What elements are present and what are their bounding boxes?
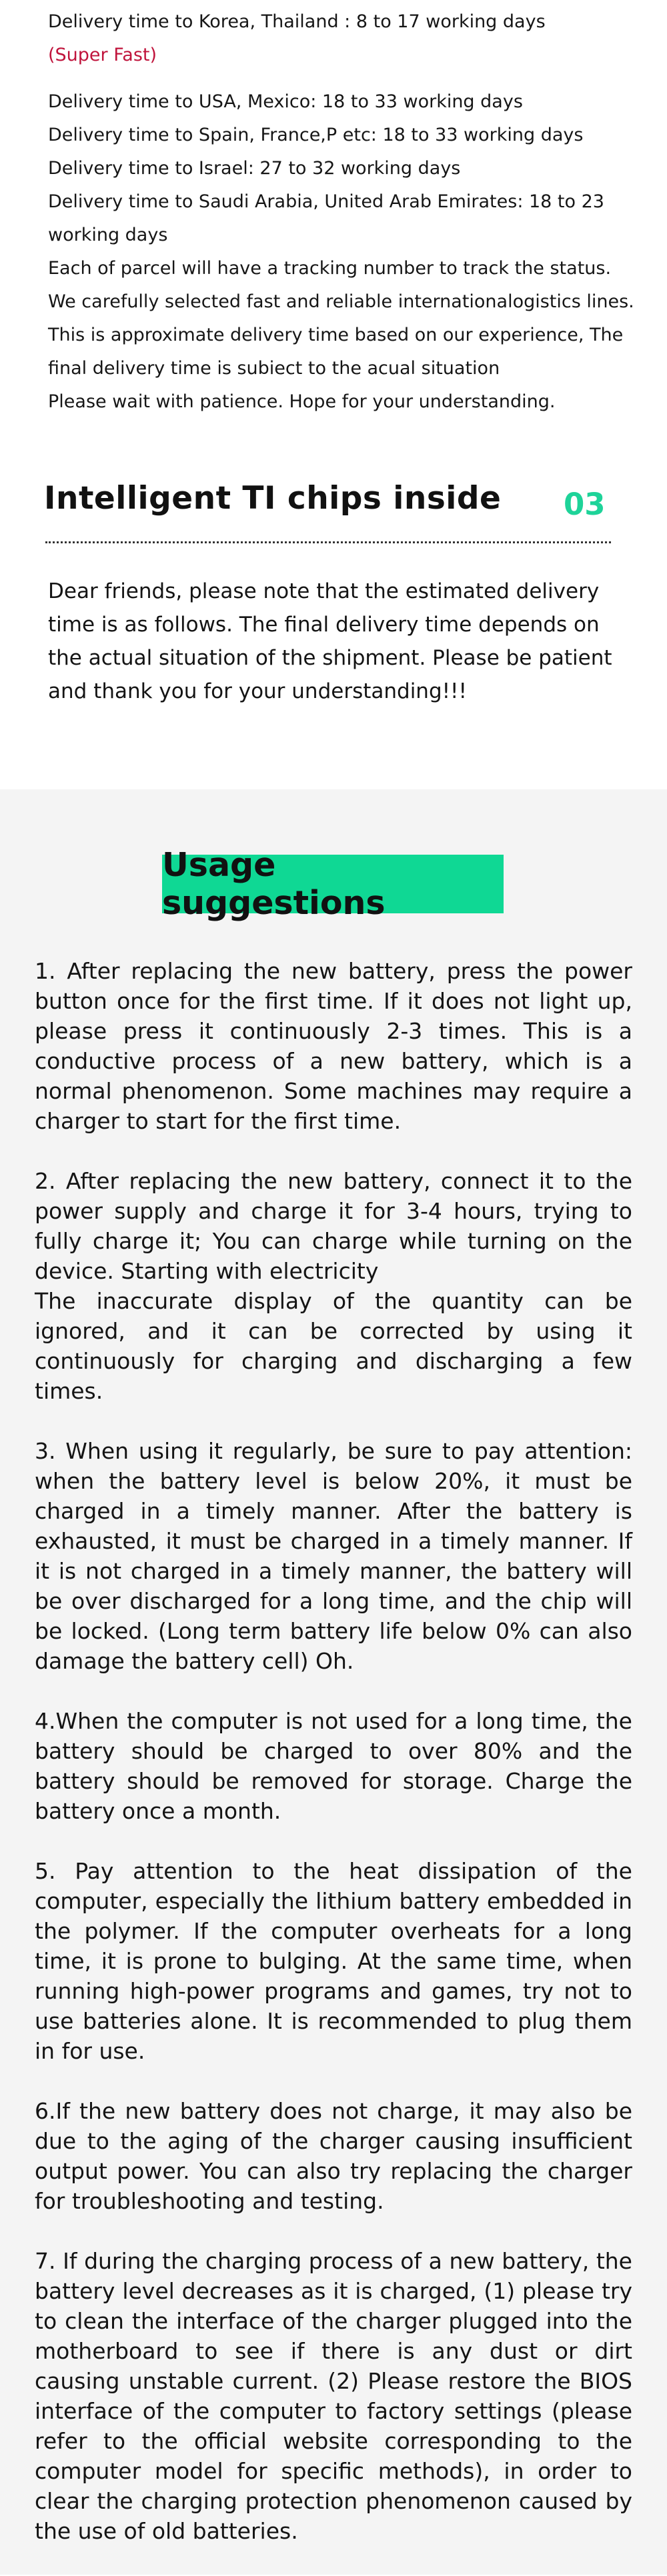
usage-heading-badge: [162, 846, 504, 922]
delivery-usa-mexico: Delivery time to USA, Mexico: 18 to 33 working days: [48, 91, 523, 112]
suggestions-list: [35, 956, 632, 2576]
suggestion-item-1: 1. After replacing the new battery, press the power button once for the first time. If it does not light up, please press it continuously 2-3 times. This is a conductive process of a new battery, which is a normal phenomenon. Some machines may require a charger to start for the first time.: [35, 958, 632, 1134]
delivery-israel: Delivery time to Israel: 27 to 32 working days: [48, 158, 461, 179]
suggestion-item-6: 6.If the new battery does not charge, it may also be due to the aging of the charger causing insufficient output power. You can also try replacing the charger for troubleshooting and testing.: [35, 2098, 632, 2214]
delivery-korea-thailand: Delivery time to Korea, Thailand : 8 to 17 working days: [48, 11, 546, 32]
delivery-notice-paragraph: Dear friends, please note that the estimated delivery time is as follows. The final delivery time depends on the actual situation of the shipment. Please be patient and thank you for your understanding!!!: [48, 579, 612, 703]
delivery-info-section: [0, 0, 667, 789]
suggestion-item-5: 5. Pay attention to the heat dissipation of the computer, especially the lithium battery embedded in the polymer. If the computer overheats for a long time, it is prone to bulging. At the same time, when running high-power programs and games, try not to use batteries alone. It is recommended to plug them in for use.: [35, 1858, 632, 2064]
chips-section-title: Intelligent TI chips inside: [44, 480, 502, 517]
delivery-times-list: [48, 5, 635, 419]
usage-suggestions-section: [0, 789, 667, 2575]
suggestion-item-3: 3. When using it regularly, be sure to pay attention: when the battery level is below 20%, it must be charged in a timely manner. After the battery is exhausted, it must be charged in a timely manner. If it is not charged in a timely manner, the battery will be over discharged for a long time, and the chip will be locked. (Long term battery life below 0% can also damage the battery cell) Oh.: [35, 1438, 632, 1674]
suggestion-item-7: 7. If during the charging process of a new battery, the battery level decreases as it is charged, (1) please try to clean the interface of the charger plugged into the motherboard to see if there is any dust or dirt causing unstable current. (2) Please restore the BIOS interface of the computer to factory settings (please refer to the official website corresponding to the computer model for specific methods), in order to clear the charging protection phenomenon caused by the use of old batteries.: [35, 2248, 632, 2544]
super-fast-label: (Super Fast): [48, 45, 157, 65]
delivery-spain-france: Delivery time to Spain, France,P etc: 18 to 33 working days: [48, 125, 584, 145]
section-number: 03: [564, 487, 606, 522]
usage-heading: Usage suggestions: [162, 846, 386, 922]
patience-note: Please wait with patience. Hope for your understanding.: [48, 391, 556, 412]
suggestion-item-4: 4.When the computer is not used for a long time, the battery should be charged to over 80% and the battery should be removed for storage. Charge the battery once a month.: [35, 1708, 632, 1824]
tracking-note: Each of parcel will have a tracking number to track the status. We carefully selected fast and reliable internationalogistics lines.: [48, 258, 634, 312]
delivery-saudi-uae: Delivery time to Saudi Arabia, United Arab Emirates: 18 to 23 working days: [48, 191, 604, 245]
suggestion-item-2: 2. After replacing the new battery, connect it to the power supply and charge it for 3-4 hours, trying to fully charge it; You can charge while turning on the device. Starting with electricity The inaccurate display of the quantity can be ignored, and it can be corrected by using it continuously for charging and discharging a few times.: [35, 1168, 632, 1404]
dotted-divider: [45, 541, 611, 543]
approximate-time-note: This is approximate delivery time based on our experience, The final delivery time is subiect to the acual situation: [48, 325, 624, 379]
